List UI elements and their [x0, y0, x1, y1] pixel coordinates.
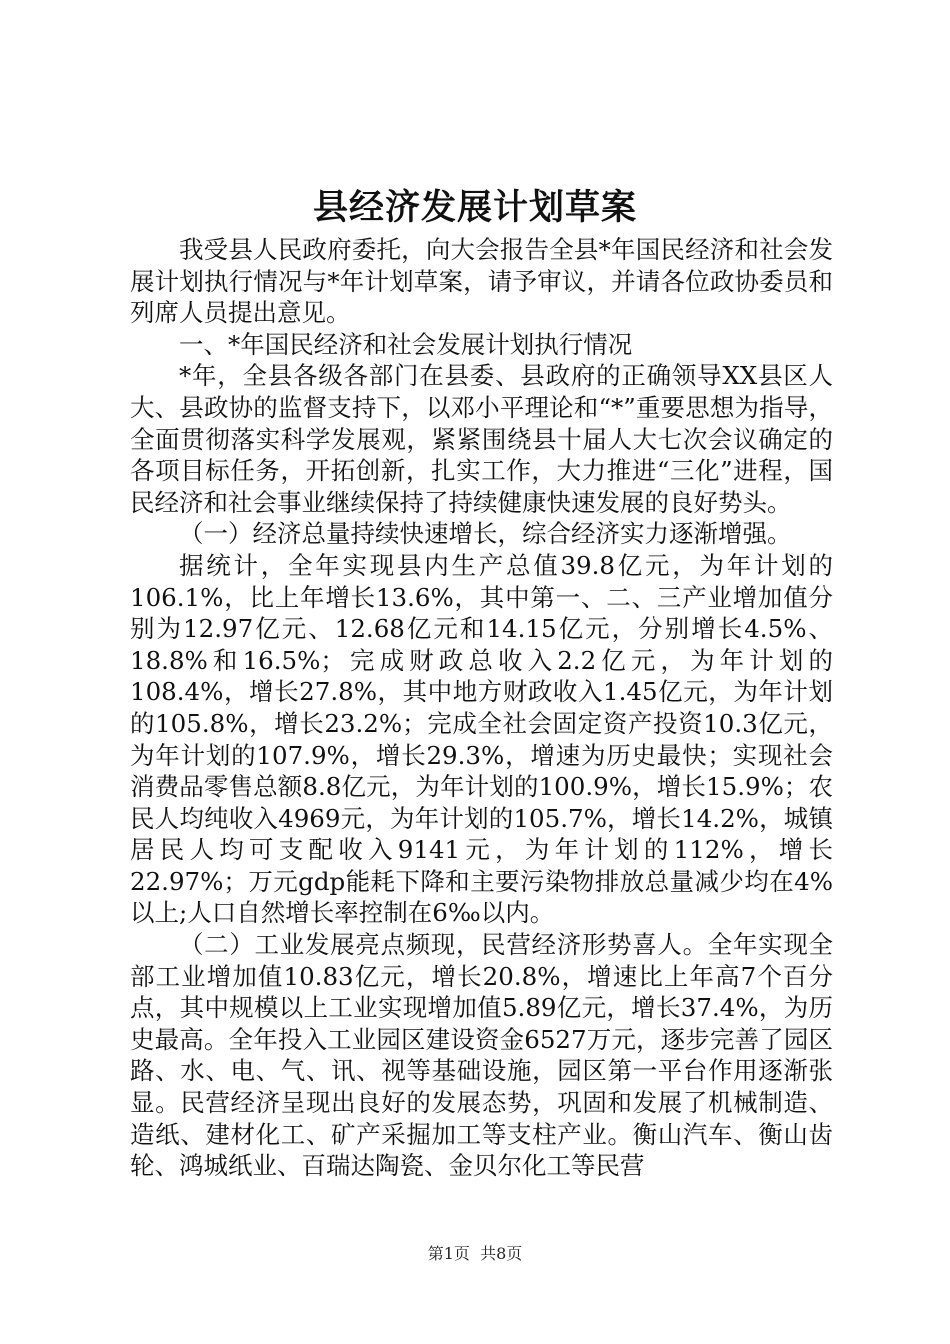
page-number: 第1页 共8页: [427, 1244, 523, 1263]
section-heading: 一、*年国民经济和社会发展计划执行情况: [179, 329, 633, 359]
paragraph-intro: 我受县人民政府委托，向大会报告全县*年国民经济和社会发展计划执行情况与*年计划草案，请予审议，并请各位政协委员和列席人员提出意见。: [130, 235, 833, 328]
page-footer: [0, 1243, 950, 1265]
document-title: 县经济发展计划草案: [312, 187, 637, 228]
paragraph-statistics: 据统计，全年实现县内生产总值39.8亿元，为年计划的106.1%，比上年增长13.6%，其中第一、二、三产业增加值分别为12.97亿元、12.68亿元和14.15亿元，分别增长4.5%、18.8%和16.5%；完成财政总收入2.2亿元，为年计划的108.4%，增长27.8%，其中地方财政收入1.45亿元，为年计划的105.8%，增长23.2%；完成全社会固定资产投资10.3亿元，为年计划的107.9%，增长29.3%，增速为历史最快；实现社会消费品零售总额8.8亿元，为年计划的100.9%，增长15.9%；农民人均纯收入4969元，为年计划的105.7%，增长14.2%，城镇居民人均可支配收入9141元，为年计划的112%，增长22.97%；万元gdp能耗下降和主要污染物排放总量减少均在4%以上;人口自然增长率控制在6‰以内。: [130, 550, 833, 928]
paragraph-overview: *年，全县各级各部门在县委、县政府的正确领导XX县区人大、县政协的监督支持下，以邓小平理论和“*”重要思想为指导，全面贯彻落实科学发展观，紧紧围绕县十届人大七次会议确定的各项目标任务，开拓创新，扎实工作，大力推进“三化”进程，国民经济和社会事业继续保持了持续健康快速发展的良好势头。: [130, 361, 833, 517]
subsection-heading: （一）经济总量持续快速增长，综合经济实力逐渐增强。: [179, 519, 792, 549]
paragraph-industry: （二）工业发展亮点频现，民营经济形势喜人。全年实现全部工业增加值10.83亿元，增长20.8%，增速比上年高7个百分点，其中规模以上工业实现增加值5.89亿元，增长37.4%，为历史最高。全年投入工业园区建设资金6527万元，逐步完善了园区路、水、电、气、讯、视等基础设施，园区第一平台作用逐渐张显。民营经济呈现出良好的发展态势，巩固和发展了机械制造、造纸、建材化工、矿产采掘加工等支柱产业。衡山汽车、衡山齿轮、鸿城纸业、百瑞达陶瓷、金贝尔化工等民营: [130, 930, 833, 1181]
document-body: [130, 234, 833, 1182]
